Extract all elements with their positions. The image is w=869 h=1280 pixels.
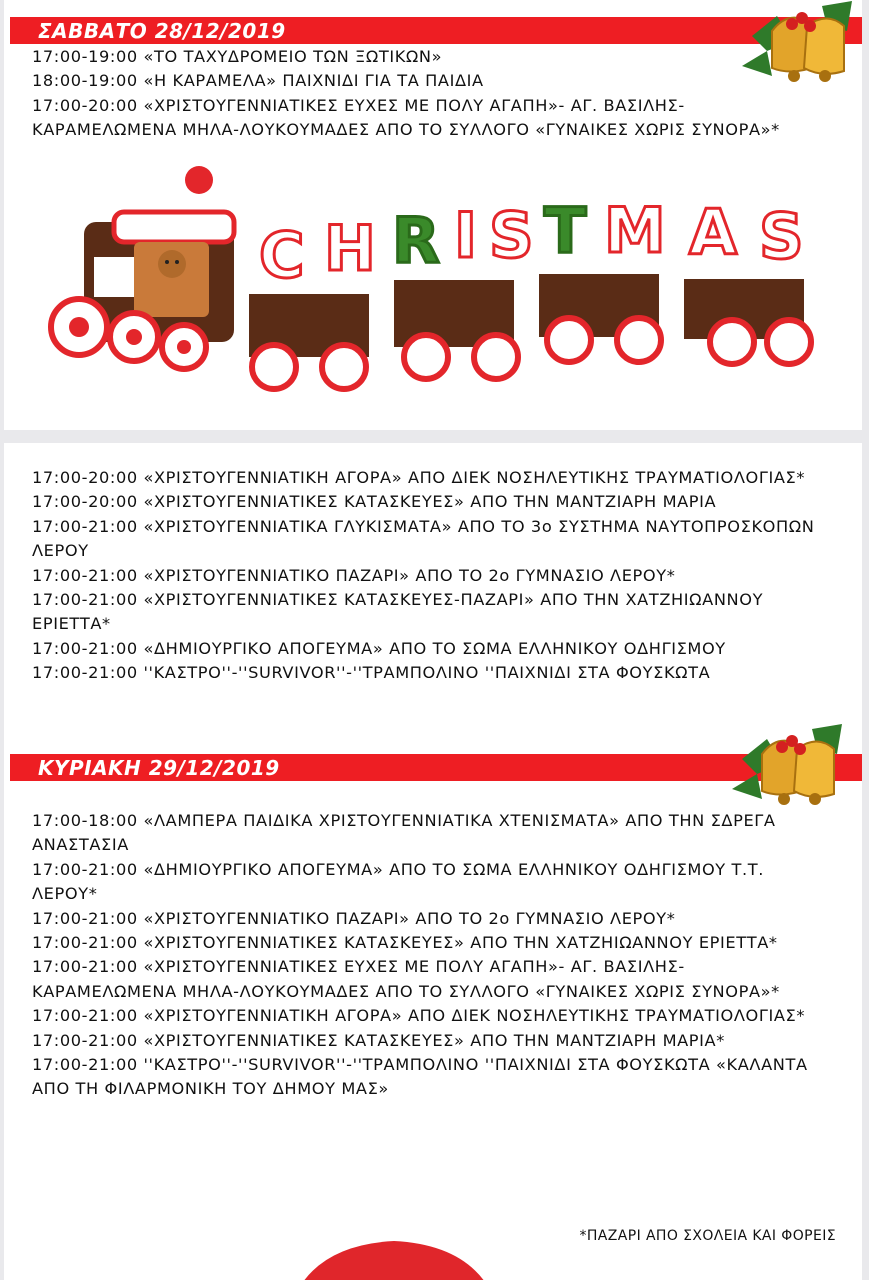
event-line: 17:00-18:00 «ΛΑΜΠΕΡΑ ΠΑΙΔΙΚΑ ΧΡΙΣΤΟΥΓΕΝΝΙΑΤΙΚΑ ΧΤΕΝΙΣΜΑΤΑ» ΑΠΟ ΤΗΝ ΣΔΡΕΓΑ ΑΝΑΣΤΑΣΙΑ <box>32 811 776 855</box>
svg-text:M: M <box>604 194 666 267</box>
continued-panel <box>4 443 862 1280</box>
event-line: 17:00-19:00 «ΤΟ ΤΑΧΥΔΡΟΜΕΙΟ ΤΩΝ ΞΩΤΙΚΩΝ» <box>32 47 443 66</box>
event-line: 17:00-21:00 «ΧΡΙΣΤΟΥΓΕΝΝΙΑΤΙΚΗ ΑΓΟΡΑ» ΑΠΟ ΔΙΕΚ ΝΟΣΗΛΕΥΤΙΚΗΣ ΤΡΑΥΜΑΤΙΟΛΟΓΙΑΣ* <box>32 1006 806 1026</box>
saturday-panel <box>4 0 862 430</box>
saturday-heading: ΣΑΒΒΑΤΟ 28/12/2019 <box>38 19 286 43</box>
saturday-events-continued <box>32 466 822 686</box>
santa-hat-icon <box>274 1226 514 1280</box>
saturday-events <box>32 45 822 143</box>
svg-text:S: S <box>759 200 804 273</box>
event-line: 17:00-20:00 «ΧΡΙΣΤΟΥΓΕΝΝΙΑΤΙΚΗ ΑΓΟΡΑ» ΑΠΟ ΔΙΕΚ ΝΟΣΗΛΕΥΤΙΚΗΣ ΤΡΑΥΜΑΤΙΟΛΟΓΙΑΣ* <box>32 468 806 487</box>
footnote: *ΠΑΖΑΡΙ ΑΠΟ ΣΧΟΛΕΙΑ ΚΑΙ ΦΟΡΕΙΣ <box>579 1228 836 1244</box>
gingerbread-train-icon <box>34 162 834 397</box>
event-line: 17:00-21:00 «ΧΡΙΣΤΟΥΓΕΝΝΙΑΤΙΚΟ ΠΑΖΑΡΙ» ΑΠΟ ΤΟ 2ο ΓΥΜΝΑΣΙΟ ΛΕΡΟΥ* <box>32 908 676 928</box>
event-line: 17:00-21:00 «ΧΡΙΣΤΟΥΓΕΝΝΙΑΤΙΚΑ ΓΛΥΚΙΣΜΑΤΑ» ΑΠΟ ΤΟ 3ο ΣΥΣΤΗΜΑ ΝΑΥΤΟΠΡΟΣΚΟΠΩΝ ΛΕΡΟΥ <box>32 516 815 561</box>
svg-text:I: I <box>454 199 478 272</box>
event-line: 17:00-20:00 «ΧΡΙΣΤΟΥΓΕΝΝΙΑΤΙΚΕΣ ΚΑΤΑΣΚΕΥΕΣ» ΑΠΟ ΤΗΝ ΜΑΝΤΖΙΑΡΗ ΜΑΡΙΑ <box>32 492 717 512</box>
event-line: 17:00-21:00 «ΧΡΙΣΤΟΥΓΕΝΝΙΑΤΙΚΕΣ ΕΥΧΕΣ ΜΕ ΠΟΛΥ ΑΓΑΠΗ»- ΑΓ. ΒΑΣΙΛΗΣ- ΚΑΡΑΜΕΛΩΜΕΝΑ ΜΗΛΑ-ΛΟΥΚΟΥΜΑΔΕΣ ΑΠΟ ΤΟ ΣΥΛΛΟΓΟ «ΓΥΝΑΙΚΕΣ ΧΩΡΙΣ ΣΥΝΟΡΑ»* <box>32 957 780 1001</box>
svg-text:T: T <box>544 194 587 267</box>
event-line: 18:00-19:00 «Η ΚΑΡΑΜΕΛΑ» ΠΑΙΧΝΙΔΙ ΓΙΑ ΤΑ ΠΑΙΔΙΑ <box>32 71 484 91</box>
event-line: 17:00-20:00 «ΧΡΙΣΤΟΥΓΕΝΝΙΑΤΙΚΕΣ ΕΥΧΕΣ ΜΕ ΠΟΛΥ ΑΓΑΠΗ»- ΑΓ. ΒΑΣΙΛΗΣ- ΚΑΡΑΜΕΛΩΜΕΝΑ ΜΗΛΑ-ΛΟΥΚΟΥΜΑΔΕΣ ΑΠΟ ΤΟ ΣΥΛΛΟΓΟ «ΓΥΝΑΙΚΕΣ ΧΩΡΙΣ ΣΥΝΟΡΑ»* <box>32 95 780 140</box>
christmas-bells-icon <box>722 719 862 819</box>
svg-text:C: C <box>259 219 305 292</box>
event-line: 17:00-21:00 «ΧΡΙΣΤΟΥΓΕΝΝΙΑΤΙΚΕΣ ΚΑΤΑΣΚΕΥΕΣ» ΑΠΟ ΤΗΝ ΧΑΤΖΗΙΩΑΝΝΟΥ ΕΡΙΕΤΤΑ* <box>32 933 778 953</box>
event-line: 17:00-21:00 ''ΚΑΣΤΡΟ''-''SURVIVOR''-''ΤΡΑΜΠΟΛΙΝΟ ''ΠΑΙΧΝΙΔΙ ΣΤΑ ΦΟΥΣΚΩΤΑ <box>32 663 711 683</box>
sunday-events <box>32 809 822 1102</box>
event-line: 17:00-21:00 ''ΚΑΣΤΡΟ''-''SURVIVOR''-''ΤΡΑΜΠΟΛΙΝΟ ''ΠΑΙΧΝΙΔΙ ΣΤΑ ΦΟΥΣΚΩΤΑ «ΚΑΛΑΝΤΑ ΑΠΟ ΤΗ ΦΙΛΑΡΜΟΝΙΚΗ ΤΟΥ ΔΗΜΟΥ ΜΑΣ» <box>32 1055 808 1099</box>
svg-text:S: S <box>489 199 534 272</box>
event-line: 17:00-21:00 «ΧΡΙΣΤΟΥΓΕΝΝΙΑΤΙΚΟ ΠΑΖΑΡΙ» ΑΠΟ ΤΟ 2ο ΓΥΜΝΑΣΙΟ ΛΕΡΟΥ* <box>32 565 676 585</box>
event-line: 17:00-21:00 «ΔΗΜΙΟΥΡΓΙΚΟ ΑΠΟΓΕΥΜΑ» ΑΠΟ ΤΟ ΣΩΜΑ ΕΛΛΗΝΙΚΟΥ ΟΔΗΓΙΣΜΟΥ Τ.Τ. ΛΕΡΟΥ* <box>32 859 764 904</box>
sunday-heading: ΚΥΡΙΑΚΗ 29/12/2019 <box>38 756 280 780</box>
svg-text:R: R <box>392 204 440 277</box>
svg-text:H: H <box>324 212 376 285</box>
event-line: 17:00-21:00 «ΧΡΙΣΤΟΥΓΕΝΝΙΑΤΙΚΕΣ ΚΑΤΑΣΚΕΥΕΣ» ΑΠΟ ΤΗΝ ΜΑΝΤΖΙΑΡΗ ΜΑΡΙΑ* <box>32 1030 725 1050</box>
event-line: 17:00-21:00 «ΔΗΜΙΟΥΡΓΙΚΟ ΑΠΟΓΕΥΜΑ» ΑΠΟ ΤΟ ΣΩΜΑ ΕΛΛΗΝΙΚΟΥ ΟΔΗΓΙΣΜΟΥ <box>32 638 726 658</box>
event-line: 17:00-21:00 «ΧΡΙΣΤΟΥΓΕΝΝΙΑΤΙΚΕΣ ΚΑΤΑΣΚΕΥΕΣ-ΠΑΖΑΡΙ» ΑΠΟ ΤΗΝ ΧΑΤΖΗΙΩΑΝΝΟΥ ΕΡΙΕΤΤΑ* <box>32 590 764 634</box>
svg-text:A: A <box>689 196 737 269</box>
